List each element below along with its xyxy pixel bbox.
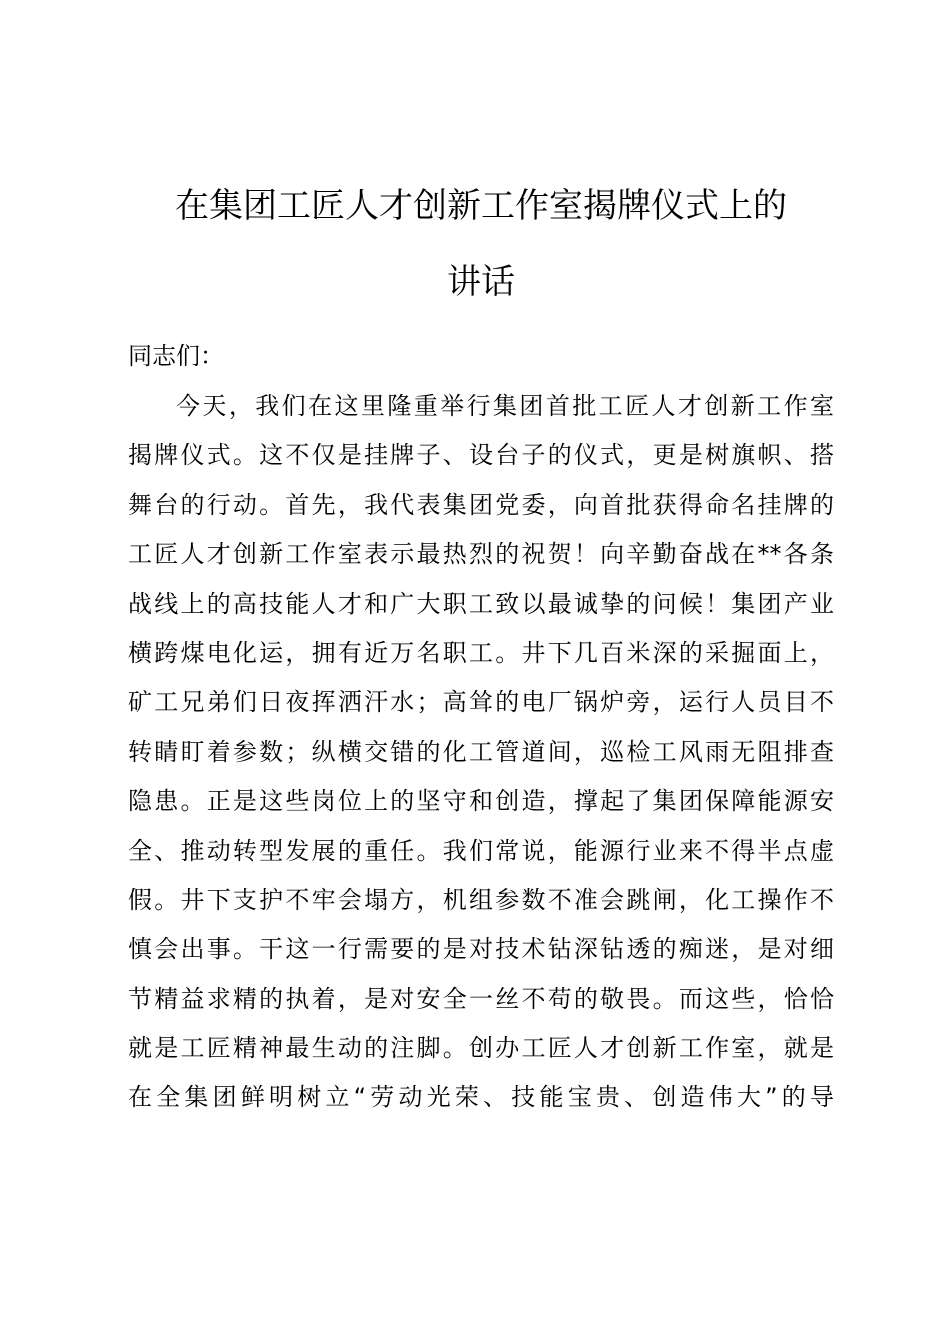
body-paragraph (128, 388, 834, 1129)
body-line: 节精益求精的执着，是对安全一丝不苟的敬畏。而这些，恰恰 (128, 984, 834, 1013)
document-title-line-2: 讲话 (447, 262, 515, 302)
body-line: 工匠人才创新工作室表示最热烈的祝贺！向辛勤奋战在**各条 (128, 540, 834, 569)
body-line: 舞台的行动。首先，我代表集团党委，向首批获得命名挂牌的 (128, 490, 834, 519)
salutation: 同志们： (128, 342, 224, 370)
body-line: 转睛盯着参数；纵横交错的化工管道间，巡检工风雨无阻排查 (128, 737, 834, 766)
body-line: 战线上的高技能人才和广大职工致以最诚挚的问候！集团产业 (128, 589, 834, 618)
body-line: 隐患。正是这些岗位上的坚守和创造，撑起了集团保障能源安 (128, 787, 834, 816)
body-line: 就是工匠精神最生动的注脚。创办工匠人才创新工作室，就是 (128, 1034, 834, 1063)
body-line: 横跨煤电化运，拥有近万名职工。井下几百米深的采掘面上， (128, 638, 834, 667)
body-line: 在全集团鲜明树立“劳动光荣、技能宝贵、创造伟大”的导 (128, 1083, 834, 1112)
body-line: 全、推动转型发展的重任。我们常说，能源行业来不得半点虚 (128, 836, 834, 865)
body-line: 矿工兄弟们日夜挥洒汗水；高耸的电厂锅炉旁，运行人员目不 (128, 688, 834, 717)
body-line: 假。井下支护不牢会塌方，机组参数不准会跳闸，化工操作不 (128, 885, 834, 914)
body-line: 揭牌仪式。这不仅是挂牌子、设台子的仪式，更是树旗帜、搭 (128, 441, 834, 470)
body-line: 慎会出事。干这一行需要的是对技术钻深钻透的痴迷，是对细 (128, 935, 834, 964)
document-title-line-1: 在集团工匠人才创新工作室揭牌仪式上的 (175, 186, 787, 226)
body-line: 今天，我们在这里隆重举行集团首批工匠人才创新工作室 (176, 392, 834, 420)
